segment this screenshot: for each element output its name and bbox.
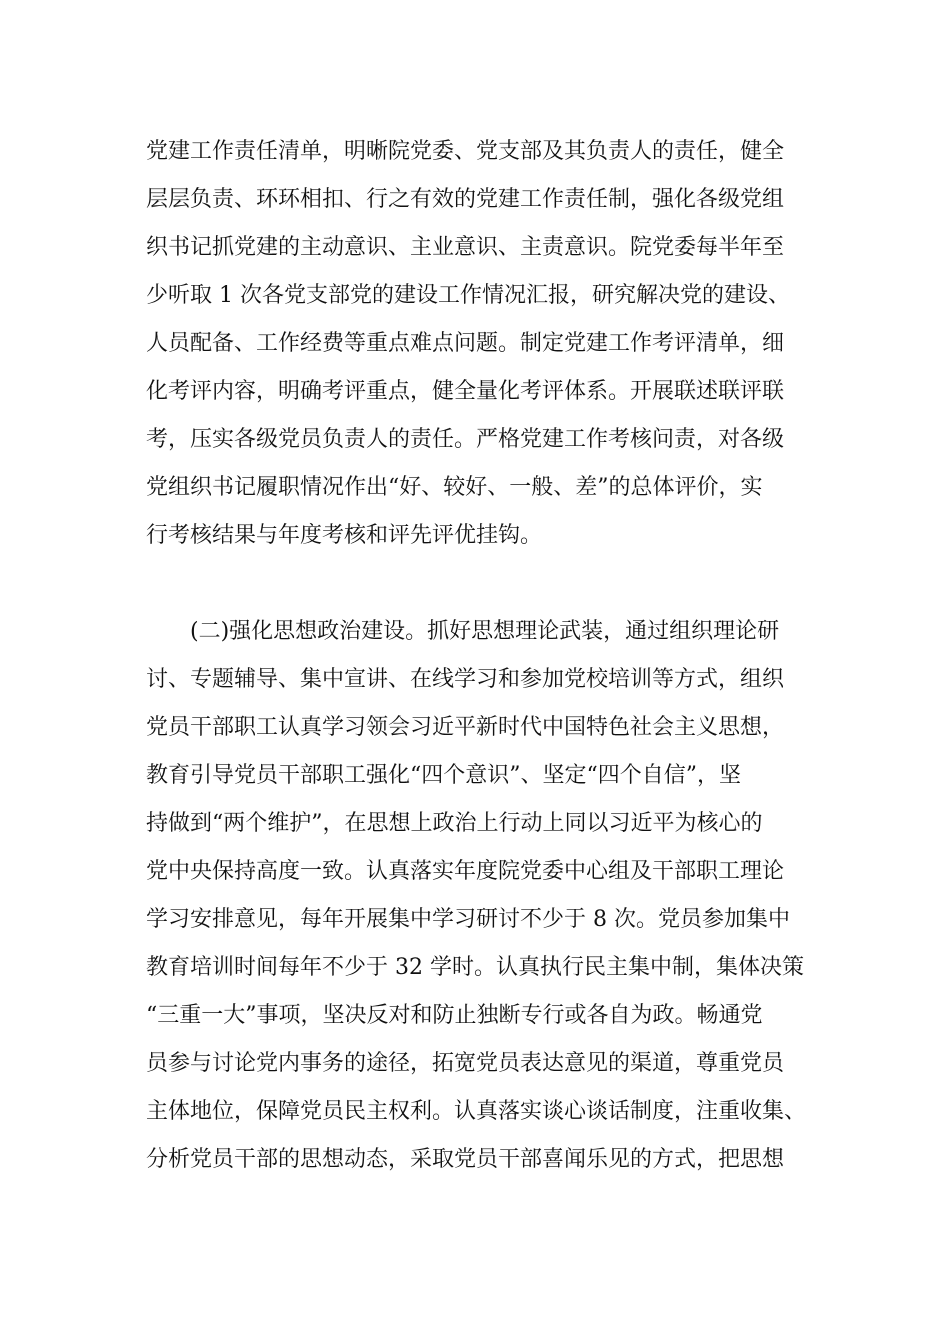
paragraph-line: 学习安排意见，每年开展集中学习研讨不少于 8 次。党员参加集中: [146, 907, 790, 932]
paragraph-line: 持做到“两个维护”，在思想上政治上行动上同以习近平为核心的: [146, 811, 763, 836]
paragraph-line: (二)强化思想政治建设。抓好思想理论武装，通过组织理论研: [190, 619, 780, 644]
paragraph-line: 人员配备、工作经费等重点难点问题。制定党建工作考评清单，细: [146, 331, 785, 356]
paragraph-line: “三重一大”事项，坚决反对和防止独断专行或各自为政。畅通党: [146, 1003, 763, 1028]
paragraph-line: 党中央保持高度一致。认真落实年度院党委中心组及干部职工理论: [146, 859, 785, 884]
paragraph-line: 主体地位，保障党员民主权利。认真落实谈心谈话制度，注重收集、: [146, 1099, 807, 1124]
paragraph-line: 分析党员干部的思想动态，采取党员干部喜闻乐见的方式，把思想: [146, 1147, 785, 1172]
paragraph-line: 行考核结果与年度考核和评先评优挂钩。: [146, 523, 543, 548]
paragraph-line: 党组织书记履职情况作出“好、较好、一般、差”的总体评价，实: [146, 475, 763, 500]
paragraph-line: 讨、专题辅导、集中宣讲、在线学习和参加党校培训等方式，组织: [146, 667, 785, 692]
paragraph-line: 教育引导党员干部职工强化“四个意识”、坚定“四个自信”，坚: [146, 763, 741, 788]
paragraph-line: 少听取 1 次各党支部党的建设工作情况汇报，研究解决党的建设、: [146, 283, 790, 308]
paragraph-line: 党员干部职工认真学习领会习近平新时代中国特色社会主义思想，: [146, 715, 785, 740]
paragraph-line: 员参与讨论党内事务的途径，拓宽党员表达意见的渠道，尊重党员: [146, 1051, 785, 1076]
paragraph-line: 层层负责、环环相扣、行之有效的党建工作责任制，强化各级党组: [146, 187, 785, 212]
paragraph-line: 织书记抓党建的主动意识、主业意识、主责意识。院党委每半年至: [146, 235, 785, 260]
paragraph-line: 考，压实各级党员负责人的责任。严格党建工作考核问责，对各级: [146, 427, 785, 452]
paragraph-line: 党建工作责任清单，明晰院党委、党支部及其负责人的责任，健全: [146, 139, 785, 164]
paragraph-line: 化考评内容，明确考评重点，健全量化考评体系。开展联述联评联: [146, 379, 785, 404]
paragraph-line: 教育培训时间每年不少于 32 学时。认真执行民主集中制，集体决策: [146, 955, 804, 980]
